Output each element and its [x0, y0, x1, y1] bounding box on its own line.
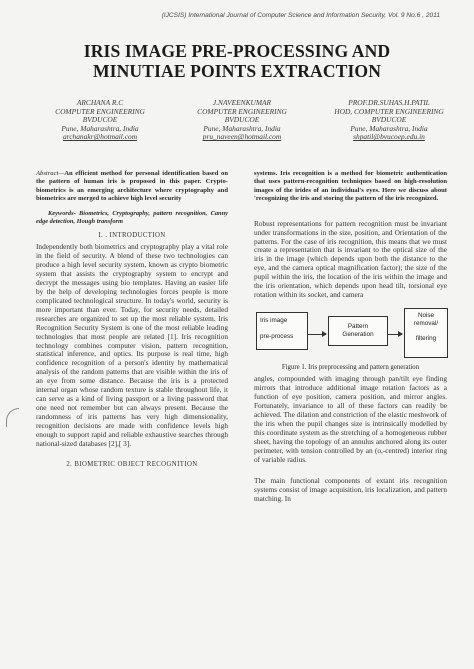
author-1 — [40, 99, 160, 142]
author-2 — [182, 99, 302, 142]
iris-image-box — [256, 312, 308, 350]
section-heading-introduction: I. . INTRODUCTION — [98, 232, 166, 240]
angles-paragraph: angles, compounded with imaging through pan/tilt eye finding mirrors that introduce additional image rotation factors as a function of eye position, camera position, and mirror angles. Fortunately, invariance to all of these factors can readily be achieved. The dilation and constriction of the elastic meshwork of the iris when the pupil changes size is intrinsically modelled by this coordinate system as the stretching of a homogeneous rubber sheet, having the topology of an annulus anchored along its outer perimeter, with tension controlled by an (o,-centred) interior ring of variable radius. — [254, 374, 447, 464]
author-email[interactable]: pru_naveen@hotmail.com — [202, 132, 282, 142]
removal-label: removal/ — [413, 320, 439, 328]
abstract-continued: systems. Iris recognition is a method for biometric authentication that uses pattern-recognition techniques based on high-resolution images of the irides of an individual's eyes. Here we discuss about 'recognizing the iris and storing the pattern of the iris recognized. — [254, 170, 447, 203]
pre-process-label: pre-process — [260, 333, 294, 341]
author-inst: BVDUCOE — [224, 115, 260, 125]
author-city: Pune, Maharashtra, India — [203, 123, 281, 133]
author-name: J.NAVEENKUMAR — [212, 98, 272, 107]
author-inst: BVDUCOE — [82, 115, 118, 125]
author-city: Pune, Maharashtra, India — [61, 123, 139, 133]
abstract — [36, 170, 228, 204]
margin-scan-mark — [6, 408, 19, 427]
pattern-label: Pattern — [347, 323, 369, 331]
abstract-label: Abstract— — [36, 170, 65, 177]
introduction-paragraph: Independently both biometrics and cryptography play a vital role in the field of security. A blend of these two technologies can produce a high level security system, known as crypto biometric system that assists the cryptography system to encrypt and decrypt the messages using bio templates. Having an easier life by the help of developing technologies forces people is more complicated technological structure. In today's world, security is more important than ever. Today, for security needs, detailed researches are organized to set up the most reliable system. Iris Recognition Security System is one of the most reliable leading technologies that most people are related [1]. Iris recognition technology combines computer vision, pattern recognition, statistical inference, and optics. Its purpose is real time, high confidence recognition of a person's identity by mathematical analysis of the random patterns that are visible within the iris of an eye from some distance. Because the iris is a protected internal organ whose random texture is stable throughout life, it can serve as a kind of living passport or a living password that one need not remember but can always present. Because the randomness of iris patterns has very high dimensionality, recognition decisions are made with confidence levels high enough to support rapid and reliable exhaustive searches through national-sized databases [2],[ 3]. — [36, 242, 228, 448]
paper-title — [0, 41, 474, 81]
noise-removal-box — [404, 308, 448, 358]
robust-paragraph: Robust representations for pattern recognition must be invariant under transformations in the size, position, and Orientation of the patterns. For the case of iris recognition, this means that we must create a representation that is invariant to the optical size of the iris in the image (which depends upon both the distance to the eye, and the camera optical magnification factor); the size of the pupil within the iris, the location of the iris within the image and the iris orientation, which depends upon head tilt, torsional eye rotation within its socket, and camera — [254, 218, 447, 300]
iris-image-label: Iris image — [260, 317, 288, 325]
title-line-1: IRIS IMAGE PRE-PROCESSING AND — [83, 41, 391, 61]
author-dept: COMPUTER ENGINEERING — [197, 106, 287, 116]
author-email[interactable]: archanakr@hotmail.com — [62, 132, 138, 142]
journal-header: (IJCSIS) International Journal of Computer Science and Information Security, Vol. 9 No.6 , 2011 — [161, 12, 440, 19]
author-block — [40, 99, 454, 142]
figure-1-diagram — [254, 306, 447, 362]
functional-components-paragraph: The main functional components of extant iris recognition systems consist of image acquisition, iris localization, and pattern matching. In — [254, 475, 447, 503]
author-3 — [324, 99, 454, 142]
arrow-1 — [308, 334, 326, 335]
title-line-2: MINUTIAE POINTS EXTRACTION — [92, 61, 382, 81]
keywords: Keywords- Biometrics, Cryptography, pattern recognition, Canny edge detection, Hough transform — [36, 209, 228, 225]
author-dept: COMPUTER ENGINEERING — [55, 106, 145, 116]
author-email[interactable]: shpatil@bvucoep.edu.in — [353, 132, 425, 142]
author-inst: BVDUCOE — [371, 115, 407, 125]
author-dept: HOD, COMPUTER ENGINEERING — [334, 106, 444, 116]
abstract-text: An efficient method for personal identification based on the pattern of human iris is proposed in this paper. Crypto-biometrics is an emerging architecture where cryptography and biometrics are merged to achieve high level security — [36, 170, 228, 203]
arrow-2 — [388, 334, 402, 335]
filtering-label: filtering — [415, 334, 437, 342]
author-name: PROF.DR.SUHAS.H.PATIL — [348, 98, 430, 107]
figure-1-caption: Figure 1. Iris preprocessing and pattern generation — [281, 364, 420, 372]
right-column — [254, 170, 447, 504]
pattern-generation-box — [328, 316, 388, 346]
author-name: ARCHANA R.C — [76, 98, 124, 107]
generation-label: Generation — [342, 331, 374, 339]
section-heading-biometric: 2. BIOMETRIC OBJECT RECOGNITION — [66, 460, 198, 468]
noise-label: Noise — [417, 312, 435, 320]
author-city: Pune, Maharashtra, India — [350, 123, 428, 133]
left-column — [36, 170, 228, 472]
